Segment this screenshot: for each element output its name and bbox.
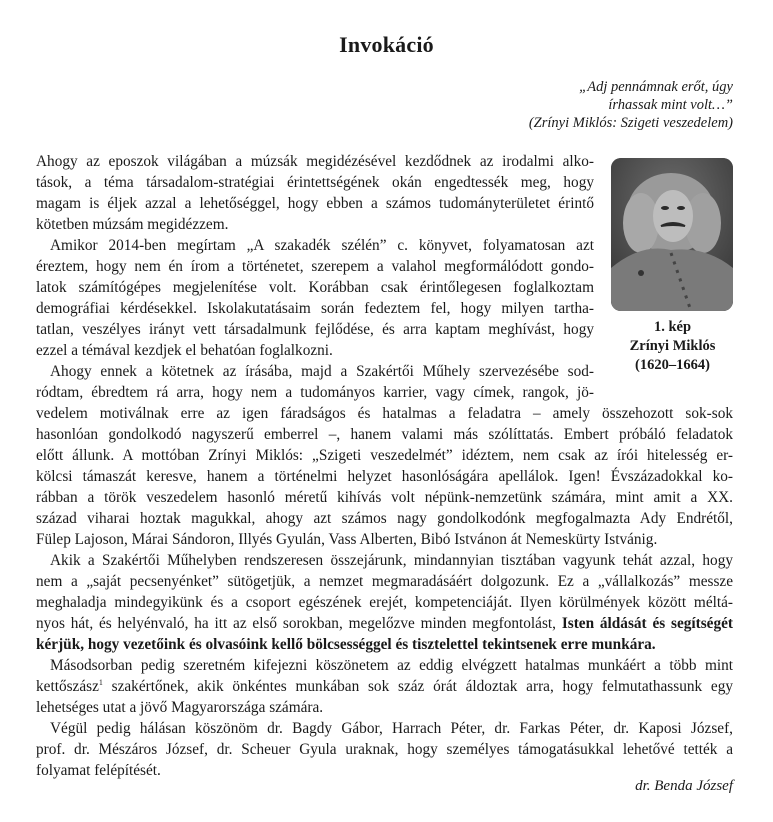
text-line (36, 676, 733, 697)
text-line: Másodsorban pedig szeretném kifejezni köszönetem az eddig elvégzett hatalmas munkáért a több mint (50, 657, 733, 674)
text-line (36, 613, 733, 634)
text-line: rábban a török veszedelem hasonló méretű kihívás volt népünk-nemzetünk számára, mint amit a XX. (36, 489, 733, 506)
text-fragment: kettőszász (36, 678, 99, 695)
text-fragment: szakértőnek, akik önkéntes munkában sok száz órát áldoztak arra, hogy felmutathassunk egy (111, 678, 733, 695)
text-line: lehetséges utat a jövő Magyarországa számára. (36, 699, 324, 716)
text-line: magam is éljek azzal a lehetőséggel, hogy ebben a számos tudományterületet érintő (36, 195, 594, 212)
text-line: hasonlóan gondolkodó nagyszerű emberrel –, hanem valami más szólíttatás. Embert próbáló feladatok (36, 426, 733, 443)
text-line: éreztem, hogy nem én írom a történetet, szerepem a valahol megformálódott gondo- (36, 258, 594, 275)
text-line: Végül pedig hálásan köszönöm dr. Bagdy Gábor, Harrach Péter, dr. Farkas Péter, dr. Kaposi József, (50, 720, 733, 737)
text-line: folyamat felépítését. (36, 762, 161, 779)
text-line: vedelem motiválnak erre az igen fáradságos és hatalmas a feladatra – amely összehozott sok-sok (36, 405, 733, 422)
figure-caption (600, 318, 745, 375)
text-line: ródtam, ébredtem rá arra, hogy nem a tudományos karrier, vagy címek, rangok, jö- (36, 384, 594, 401)
page-title: Invokáció (339, 32, 434, 57)
figure-years: (1620–1664) (635, 357, 710, 373)
text-line: előtt állunk. A mottóban Zrínyi Miklós: „Szigeti veszedelmét” idéztem, nem csak az írói hitelesség er- (36, 447, 733, 464)
text-line: prof. dr. Mészáros József, dr. Scheuer Gyula uraknak, hogy személyes támogatásukkal lehetővé tették a (36, 741, 733, 758)
text-line: Ahogy az eposzok világában a múzsák megidézésével kezdődnek az irodalmi alko- (36, 153, 594, 170)
text-line: Amikor 2014-ben megírtam „A szakadék szélén” c. könyvet, folyamatosan azt (50, 237, 594, 254)
text-fragment: nyos hát, és helyénvaló, ha itt az első sorokban, megelőzve minden megfontolást, (36, 615, 556, 632)
text-line: tatlan, veszélyes irányt vett társadalmunk fejlődése, és arra kaptam meghívást, hogy (36, 321, 594, 338)
portrait-image (611, 158, 733, 311)
figure-name: Zrínyi Miklós (629, 338, 716, 354)
text-line: kérjük, hogy vezetőink és olvasóink kellő bölcsességgel és tisztelettel tekintsenek erre munkára. (36, 636, 656, 653)
text-line: tások, a téma társadalom-stratégiai érintettségének okán engedtessék meg, hogy (36, 174, 594, 191)
footnote-marker[interactable]: 1 (98, 677, 103, 687)
motto-line: „Adj pennámnak erőt, úgy (579, 79, 733, 95)
text-line: nem a „saját pecsenyénket” sütögetjük, a nemzet megmaradásáért dolgozunk. Ez a „vállalkozás” messze (36, 573, 733, 590)
text-line: ezzel a témával kezdjek el behatóan foglalkozni. (36, 342, 333, 359)
text-line: kötetben múzsám megidézzem. (36, 216, 229, 233)
text-line: Akik a Szakértői Műhelyben rendszeresen összejárunk, mindannyian tisztában vagyunk tehát azzal, hogy (50, 552, 733, 569)
motto (529, 78, 733, 132)
text-line: Ahogy ennek a kötetnek az írásába, majd a Szakértői Műhely szervezésébe sod- (50, 363, 594, 380)
motto-line: írhassak mint volt…” (608, 97, 733, 113)
text-line: meghaladja mindegyikünk és a csoport egészének erejét, kompetenciáját. Ilyen körülmények között méltá- (36, 594, 733, 611)
text-line: demográfiai kérdésekkel. Iskolakutatásaim során fedeztem fel, hogy milyen tartha- (36, 300, 594, 317)
text-line: latok számítógépes megjelenítése volt. Korábban csak érintőlegesen foglalkoztam (36, 279, 594, 296)
text-line: kölcsi támaszát keresve, hanem a történelmi helyzet hasonlóságára apellálok. Igen! Évszázadokkal ko- (36, 468, 733, 485)
figure-label: 1. kép (653, 319, 692, 335)
text-line: Fülep Lajoson, Márai Sándoron, Illyés Gyulán, Vass Alberten, Bibó Istvánon át Nemeskürty Istvánig. (36, 531, 658, 548)
bold-phrase: Isten áldását és segítségét (561, 615, 734, 632)
text-line: század viharai hoztak magukkal, ahogy azt számos nagy gondolkodónk megfogalmazta Ady Endrétől, (36, 510, 733, 527)
signature: dr. Benda József (635, 778, 733, 794)
motto-source: (Zrínyi Miklós: Szigeti veszedelem) (528, 115, 733, 131)
